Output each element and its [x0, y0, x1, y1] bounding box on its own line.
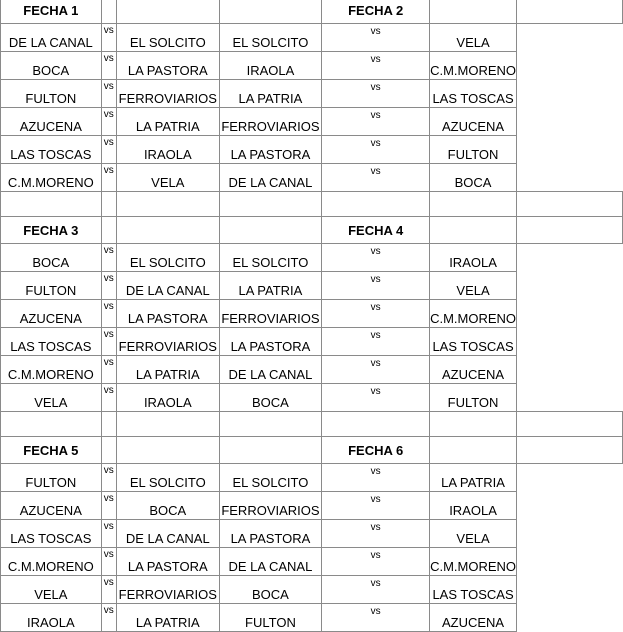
match-row [1, 300, 623, 328]
vs-cell[interactable]: vs [322, 548, 430, 576]
match-row [1, 604, 623, 632]
away-team-cell[interactable]: LA PATRIA [116, 108, 219, 136]
away-team-cell[interactable]: AZUCENA [430, 108, 517, 136]
home-team-cell[interactable]: C.M.MORENO [1, 548, 102, 576]
home-team-cell[interactable]: FULTON [1, 272, 102, 300]
vs-cell[interactable]: vs [101, 464, 116, 492]
vs-cell[interactable]: vs [101, 244, 116, 272]
home-team-cell[interactable]: EL SOLCITO [219, 24, 322, 52]
away-team-cell[interactable]: LA PASTORA [116, 548, 219, 576]
vs-cell[interactable]: vs [101, 300, 116, 328]
empty-cell[interactable] [101, 437, 116, 464]
match-row [1, 244, 623, 272]
empty-cell[interactable] [517, 217, 623, 244]
empty-cell[interactable] [101, 412, 116, 437]
empty-cell[interactable] [219, 412, 322, 437]
away-team-cell[interactable]: FERROVIARIOS [116, 328, 219, 356]
vs-cell[interactable]: vs [101, 492, 116, 520]
home-team-cell[interactable]: LAS TOSCAS [1, 136, 102, 164]
away-team-cell[interactable]: VELA [430, 520, 517, 548]
vs-cell[interactable]: vs [322, 520, 430, 548]
vs-cell[interactable]: vs [322, 136, 430, 164]
vs-cell[interactable]: vs [322, 576, 430, 604]
away-team-cell[interactable]: LA PATRIA [430, 464, 517, 492]
round-title[interactable]: FECHA 3 [1, 217, 102, 244]
round-header-row [1, 0, 623, 24]
home-team-cell[interactable]: DE LA CANAL [219, 164, 322, 192]
home-team-cell[interactable]: VELA [1, 576, 102, 604]
empty-cell[interactable] [101, 217, 116, 244]
home-team-cell[interactable]: FULTON [1, 464, 102, 492]
home-team-cell[interactable]: DE LA CANAL [219, 548, 322, 576]
away-team-cell[interactable]: FERROVIARIOS [116, 576, 219, 604]
vs-cell[interactable]: vs [322, 108, 430, 136]
away-team-cell[interactable]: AZUCENA [430, 604, 517, 632]
empty-cell[interactable] [430, 412, 517, 437]
empty-cell[interactable] [322, 412, 430, 437]
vs-cell[interactable]: vs [101, 520, 116, 548]
match-row [1, 464, 623, 492]
home-team-cell[interactable]: FERROVIARIOS [219, 492, 322, 520]
match-row [1, 384, 623, 412]
vs-cell[interactable]: vs [322, 384, 430, 412]
vs-cell[interactable]: vs [322, 328, 430, 356]
round-header-row [1, 437, 623, 464]
empty-cell[interactable] [430, 192, 517, 217]
away-team-cell[interactable]: LAS TOSCAS [430, 328, 517, 356]
vs-cell[interactable]: vs [322, 604, 430, 632]
vs-cell[interactable]: vs [322, 272, 430, 300]
match-row [1, 492, 623, 520]
round-title[interactable]: FECHA 1 [1, 0, 102, 24]
empty-cell[interactable] [116, 412, 219, 437]
match-row [1, 136, 623, 164]
match-row [1, 520, 623, 548]
match-row [1, 576, 623, 604]
vs-cell[interactable]: vs [101, 24, 116, 52]
home-team-cell[interactable]: EL SOLCITO [219, 244, 322, 272]
away-team-cell[interactable]: EL SOLCITO [116, 464, 219, 492]
spacer-row [1, 192, 623, 217]
empty-cell[interactable] [430, 0, 517, 24]
vs-cell[interactable]: vs [322, 464, 430, 492]
vs-cell[interactable]: vs [101, 356, 116, 384]
empty-cell[interactable] [322, 192, 430, 217]
vs-cell[interactable]: vs [322, 492, 430, 520]
away-team-cell[interactable]: C.M.MORENO [430, 52, 517, 80]
home-team-cell[interactable]: AZUCENA [1, 108, 102, 136]
vs-cell[interactable]: vs [101, 272, 116, 300]
home-team-cell[interactable]: LAS TOSCAS [1, 520, 102, 548]
vs-cell[interactable]: vs [322, 164, 430, 192]
away-team-cell[interactable]: LA PATRIA [116, 356, 219, 384]
empty-cell[interactable] [116, 192, 219, 217]
away-team-cell[interactable]: AZUCENA [430, 356, 517, 384]
away-team-cell[interactable]: IRAOLA [116, 136, 219, 164]
home-team-cell[interactable]: IRAOLA [219, 52, 322, 80]
vs-cell[interactable]: vs [322, 300, 430, 328]
vs-cell[interactable]: vs [101, 604, 116, 632]
empty-cell[interactable] [517, 437, 623, 464]
away-team-cell[interactable]: LAS TOSCAS [430, 576, 517, 604]
round-title[interactable]: FECHA 5 [1, 437, 102, 464]
away-team-cell[interactable]: IRAOLA [430, 244, 517, 272]
home-team-cell[interactable]: DE LA CANAL [1, 24, 102, 52]
empty-cell[interactable] [116, 217, 219, 244]
empty-cell[interactable] [219, 0, 322, 24]
home-team-cell[interactable]: FERROVIARIOS [219, 108, 322, 136]
empty-cell[interactable] [517, 412, 623, 437]
away-team-cell[interactable]: EL SOLCITO [116, 244, 219, 272]
empty-cell[interactable] [101, 192, 116, 217]
home-team-cell[interactable]: BOCA [1, 244, 102, 272]
home-team-cell[interactable]: BOCA [1, 52, 102, 80]
vs-cell[interactable]: vs [322, 356, 430, 384]
match-row [1, 52, 623, 80]
empty-cell[interactable] [430, 217, 517, 244]
empty-cell[interactable] [116, 0, 219, 24]
vs-cell[interactable]: vs [101, 108, 116, 136]
vs-cell[interactable]: vs [322, 24, 430, 52]
empty-cell[interactable] [219, 217, 322, 244]
home-team-cell[interactable]: LA PASTORA [219, 520, 322, 548]
away-team-cell[interactable]: LAS TOSCAS [430, 80, 517, 108]
empty-cell[interactable] [219, 437, 322, 464]
away-team-cell[interactable]: VELA [430, 272, 517, 300]
home-team-cell[interactable]: IRAOLA [1, 604, 102, 632]
match-row [1, 108, 623, 136]
away-team-cell[interactable]: LA PATRIA [116, 604, 219, 632]
home-team-cell[interactable]: BOCA [219, 576, 322, 604]
spacer-row [1, 412, 623, 437]
round-title[interactable]: FECHA 2 [322, 0, 430, 24]
home-team-cell[interactable]: LA PASTORA [219, 136, 322, 164]
away-team-cell[interactable]: DE LA CANAL [116, 520, 219, 548]
empty-cell[interactable] [517, 192, 623, 217]
empty-cell[interactable] [219, 192, 322, 217]
empty-cell[interactable] [430, 437, 517, 464]
vs-cell[interactable]: vs [101, 80, 116, 108]
home-team-cell[interactable]: VELA [1, 384, 102, 412]
away-team-cell[interactable]: EL SOLCITO [116, 24, 219, 52]
home-team-cell[interactable]: AZUCENA [1, 300, 102, 328]
home-team-cell[interactable]: LA PATRIA [219, 80, 322, 108]
home-team-cell[interactable]: LA PASTORA [219, 328, 322, 356]
home-team-cell[interactable]: FULTON [219, 604, 322, 632]
away-team-cell[interactable]: BOCA [430, 164, 517, 192]
away-team-cell[interactable]: LA PASTORA [116, 300, 219, 328]
match-row [1, 80, 623, 108]
vs-cell[interactable]: vs [101, 576, 116, 604]
vs-cell[interactable]: vs [101, 136, 116, 164]
fixture-table-body [1, 0, 623, 632]
round-title[interactable]: FECHA 4 [322, 217, 430, 244]
away-team-cell[interactable]: VELA [430, 24, 517, 52]
vs-cell[interactable]: vs [101, 548, 116, 576]
away-team-cell[interactable]: BOCA [116, 492, 219, 520]
home-team-cell[interactable]: FULTON [1, 80, 102, 108]
match-row [1, 356, 623, 384]
home-team-cell[interactable]: C.M.MORENO [1, 164, 102, 192]
empty-cell[interactable] [1, 192, 102, 217]
vs-cell[interactable]: vs [101, 328, 116, 356]
match-row [1, 548, 623, 576]
home-team-cell[interactable]: DE LA CANAL [219, 356, 322, 384]
away-team-cell[interactable]: C.M.MORENO [430, 548, 517, 576]
empty-cell[interactable] [116, 437, 219, 464]
home-team-cell[interactable]: FERROVIARIOS [219, 300, 322, 328]
vs-cell[interactable]: vs [101, 384, 116, 412]
home-team-cell[interactable]: EL SOLCITO [219, 464, 322, 492]
away-team-cell[interactable]: DE LA CANAL [116, 272, 219, 300]
home-team-cell[interactable]: C.M.MORENO [1, 356, 102, 384]
away-team-cell[interactable]: VELA [116, 164, 219, 192]
home-team-cell[interactable]: AZUCENA [1, 492, 102, 520]
home-team-cell[interactable]: LA PATRIA [219, 272, 322, 300]
vs-cell[interactable]: vs [101, 164, 116, 192]
vs-cell[interactable]: vs [322, 244, 430, 272]
round-title[interactable]: FECHA 6 [322, 437, 430, 464]
away-team-cell[interactable]: FULTON [430, 384, 517, 412]
vs-cell[interactable]: vs [322, 52, 430, 80]
home-team-cell[interactable]: LAS TOSCAS [1, 328, 102, 356]
away-team-cell[interactable]: FULTON [430, 136, 517, 164]
away-team-cell[interactable]: IRAOLA [430, 492, 517, 520]
away-team-cell[interactable]: C.M.MORENO [430, 300, 517, 328]
vs-cell[interactable]: vs [322, 80, 430, 108]
match-row [1, 328, 623, 356]
empty-cell[interactable] [1, 412, 102, 437]
match-row [1, 24, 623, 52]
home-team-cell[interactable]: BOCA [219, 384, 322, 412]
round-header-row [1, 217, 623, 244]
match-row [1, 164, 623, 192]
away-team-cell[interactable]: IRAOLA [116, 384, 219, 412]
match-row [1, 272, 623, 300]
empty-cell[interactable] [517, 0, 623, 24]
vs-cell[interactable]: vs [101, 52, 116, 80]
away-team-cell[interactable]: LA PASTORA [116, 52, 219, 80]
empty-cell[interactable] [101, 0, 116, 24]
away-team-cell[interactable]: FERROVIARIOS [116, 80, 219, 108]
